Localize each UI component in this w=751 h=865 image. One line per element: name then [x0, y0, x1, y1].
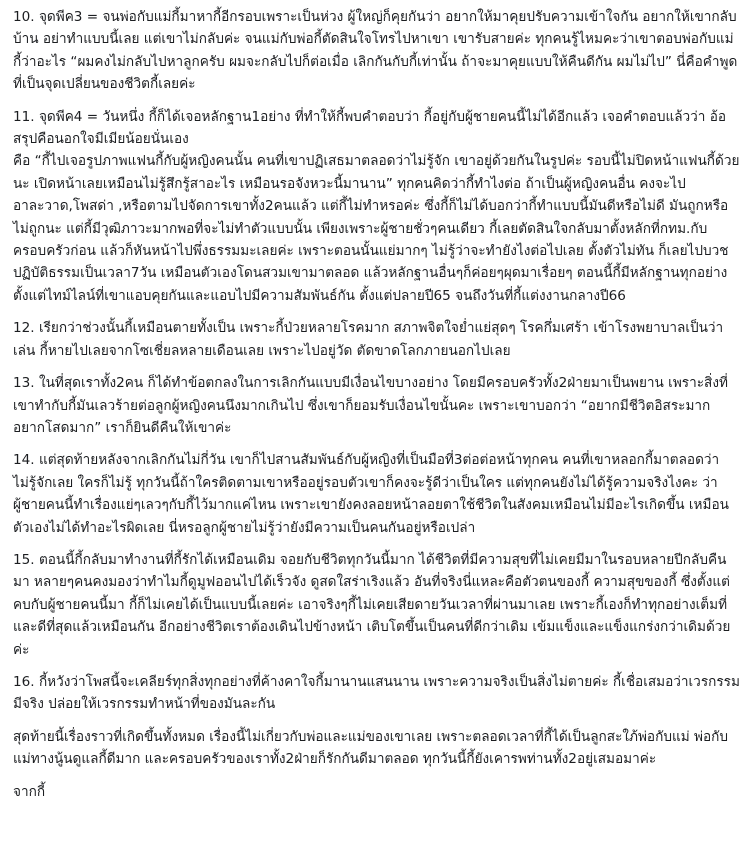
paragraph-14: 14. แต่สุดท้ายหลังจากเลิกกันไม่กี่วัน เขาก็ไปสานสัมพันธ์กับผู้หญิงที่เป็นมือที่3ต่อต่อหน้าทุกคน คนที่เขาหลอกกี้มาตลอดว่าไม่รู้จักเลย ใครก็ไม่รู้ ทุกวันนี้ถ้าใครติดตามเขาหรืออยู่รอบตัวเขาก็คงจะรู้ดีว่าเป็นใคร แต่ทุกคนยังไม่ได้รู้ความจริงไงคะ ว่าผู้ชายคนนี้ทำเรื่องแย่ๆเลวๆกับกี้ไว้มากแค่ไหน เพราะเขายังคงลอยหน้าลอยตาใช้ชีวิตในสังคมเหมือนไม่มีอะไรเกิดขึ้น เหมือนตัวเองไม่ได้ทำอะไรผิดเลย นี่หรอลูกผู้ชายไม่รู้ว่ายังมีความเป็นคนกันอยู่หรือเปล่า [13, 452, 729, 536]
paragraph-13: 13. ในที่สุดเราทั้ง2คน ก็ได้ทำข้อตกลงในการเลิกกันแบบมีเงื่อนไขบางอย่าง โดยมีครอบครัวทั้ง2ฝ่ายมาเป็นพยาน เพราะสิ่งที่เขาทำกับกี้มันเลวร้ายต่อลูกผู้หญิงคนนึงมากเกินไป ซึ่งเขาก็ยอมรับเงื่อนไขนั้นคะ เพราะเขาบอกว่า “อยากมีชีวิตอิสระมาก อยากโสดมาก” เราก็ยินดีคืนให้เขาค่ะ [13, 375, 728, 436]
paragraph-12: 12. เรียกว่าช่วงนั้นกี้เหมือนตายทั้งเป็น เพราะกี้ป่วยหลายโรคมาก สภาพจิตใจย่ำแย่สุดๆ โรคกึ่มเศร้า เข้าโรงพยาบาลเป็นว่าเล่น กี้หายไปเลยจากโซเชี่ยลหลายเดือนเลย เพราะไปอยู่วัด ตัดขาดโลกภายนอกไปเลย [13, 320, 724, 359]
paragraph-closing: สุดท้ายนี้เรื่องราวที่เกิดขึ้นทั้งหมด เรื่องนี้ไม่เกี่ยวกับพ่อและแม่ของเขาเลย เพราะตลอดเวลาที่กี้ได้เป็นลูกสะใภ้พ่อกับแม่ พ่อกับแม่ทางนู้นดูแลกี้ดีมาก และครอบครัวของเราทั้ง2ฝ่ายก็รักกันดีมาตลอด ทุกวันนี้กี้ยังเคารพท่านทั้ง2อยู่เสมอมาค่ะ [13, 728, 728, 768]
paragraph-11: 11. จุดพีค4 = วันหนึ่ง กี้ก็ได้เจอหลักฐาน1อย่าง ที่ทำให้กี้พบคำตอบว่า กี้อยู่กับผู้ชายคนนี้ไม่ได้อีกแล้ว เจอคำตอบแล้วว่า อ้อสรุปคือนอกใจมีเมียน้อยนั่นเอง คือ “กี้ไปเจอรูปภาพแฟนกี้กับผู้หญิงคนนั้น คนที่เขาปฏิเสธมาตลอดว่าไม่รู้จัก เขาอยู่ด้วยกันในรูปค่ะ รอบนี้ไม่ปิดหน้าแฟนกี้ด้วยนะ เปิดหน้าเลยเหมือนไม่รู้สึกรู้สาอะไร เหมือนรอจังหวะนี้มานาน” ทุกคนคิดว่ากี้ทำไงต่อ ถ้าเป็นผู้หญิงคนอื่น คงจะไปอาละวาด,โพสด่า ,หรือตามไปจัดการเขาทั้ง2คนแล้ว แต่กี้ไม่ทำหรอค่ะ ซึ่งกี้ก็ไม่ได้บอกว่ากี้ทำแบบนี้มันดีหรือไม่ดี มันถูกหรือไม่ถูกนะ แต่กี้มีวุฒิภาวะมากพอที่จะไม่ทำตัวแบบนั้น เพียงเพราะผู้ชายชั่วๆคนเดียว กี้เลยตัดสินใจกลับมาตั้งหลักที่กทม.กับครอบครัวก่อน แล้วก็หันหน้าไปพึ่งธรรมมะเลยค่ะ เพราะตอนนั้นแย่มากๆ ไม่รู้ว่าจะทำยังไงต่อไปเลย ตั้งตัวไม่ทัน ก็เลยไปบวชปฏิบัติธรรมเป็นเวลา7วัน เหมือนตัวเองโดนสวมเขามาตลอด แล้วหลักฐานอื่นๆก็ค่อยๆผุดมาเรื่อยๆ ตอนนี้กี้มีหลักฐานทุกอย่าง ตั้งแต่ไทม์ไลน์ที่เขาแอบคุยกันและแอบไปมีความสัมพันธ์กัน ตั้งแต่ปลายปี65 จนถึงวันที่กี้แต่งงานกลางปี66 [13, 108, 740, 304]
paragraph-16: 16. กี้หวังว่าโพสนี้จะเคลียร์ทุกสิ่งทุกอย่างที่ค้างคาใจกี้มานานแสนนาน เพราะความจริงเป็นสิ่งไม่ตายค่ะ กี้เชื่อเสมอว่าเวรกรรมมีจริง ปล่อยให้เวรกรรมทำหน้าที่ของมันละกัน [13, 673, 740, 713]
paragraph-15: 15. ตอนนี้กี้กลับมาทำงานที่กี้รักได้เหมือนเดิม จอยกับชีวิตทุกวันนี้มาก ได้ชีวิตที่มีความสุขที่ไม่เคยมีมาในรอบหลายปีกลับคืนมา หลายๆคนคงมองว่าทำไมกี้ดูมูฟออนไปได้เร็วจัง ดูสดใสร่าเริงแล้ว อันที่จริงนี่แหละคือตัวตนของกี้ ความสุขของกี้ ซึ่งตั้งแต่คบกับผู้ชายคนนี้มา กี้ก็ไม่เคยได้เป็นแบบนี้เลยค่ะ เอาจริงๆกี้ไม่เคยเสียดายวันเวลาที่ผ่านมาเลย เพราะกี้เองก็ทำทุกอย่างเต็มที่และดีที่สุดแล้วเหมือนกัน อีกอย่างชีวิตเราต้องเดินไปข้างหน้า เติบโตขึ้นเป็นคนที่ดีกว่าเดิม เข้มแข็งและแข็งแกร่งกว่าเดิมด้วยค่ะ [13, 551, 731, 658]
signature: จากกี้ [13, 783, 46, 800]
paragraph-10: 10. จุดพีค3 = จนพ่อกับแม่กี้มาหากี้อีกรอบเพราะเป็นห่วง ผู้ใหญ่ก็คุยกันว่า อยากให้มาคุยปรับความเข้าใจกัน อยากให้เขากลับบ้าน อย่าทำแบบนี้เลย แต่เขาไม่กลับค่ะ จนแม่กับพ่อกี้ตัดสินใจโทรไปหาเขา เขารับสายค่ะ ทุกคนรู้ไหมคะว่าเขาตอบพ่อกับแม่กี้ว่าอะไร “ผมคงไม่กลับไปหาลูกครับ ผมจะกลับไปก็ต่อเมื่อ เลิกกันกับกี้เท่านั้น ถ้าจะมาคุยแบบให้คืนดีกัน ผมไม่ไป” นี่คือคำพูดที่เป็นจุดเปลี่ยนของชีวิตกี้เลยค่ะ [13, 9, 738, 93]
post-body [13, 6, 741, 813]
